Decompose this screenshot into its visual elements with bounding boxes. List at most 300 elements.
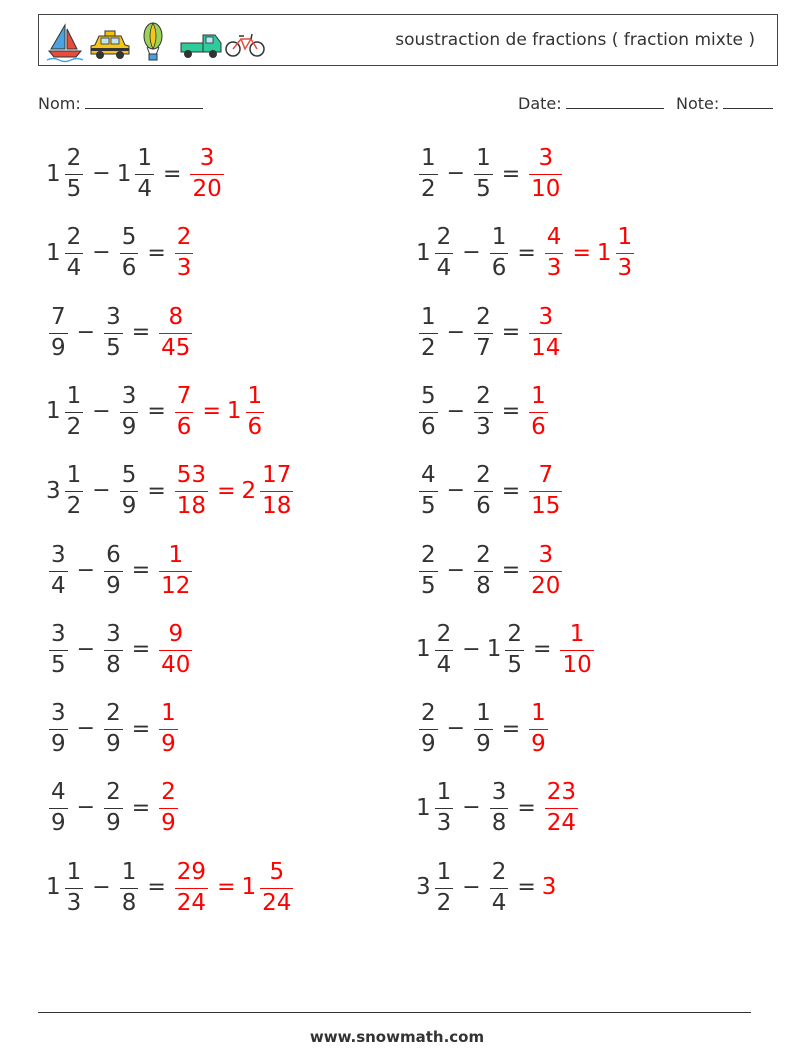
fraction-bar — [529, 412, 548, 413]
fraction-bar — [65, 174, 84, 175]
whole-number: 1 — [46, 239, 61, 266]
numerator: 5 — [421, 382, 436, 409]
question-term — [441, 718, 471, 740]
question-term — [46, 541, 71, 599]
fraction — [419, 303, 438, 361]
fraction-bar — [104, 729, 123, 730]
denominator: 5 — [66, 176, 82, 202]
denominator: 45 — [161, 334, 191, 361]
fraction — [65, 382, 84, 440]
minus-operator: − — [92, 161, 111, 186]
numerator: 1 — [569, 620, 585, 647]
fraction — [159, 541, 192, 599]
answer-term — [172, 858, 211, 916]
fraction — [260, 858, 293, 916]
minus-operator: − — [92, 240, 111, 266]
equals-sign: = — [147, 478, 166, 504]
denominator: 18 — [176, 493, 207, 520]
question-term — [416, 382, 441, 440]
fraction-bar — [246, 412, 265, 413]
numerator: 9 — [168, 620, 184, 647]
fraction-bar — [49, 571, 68, 572]
fraction — [505, 620, 524, 678]
problem-item — [46, 777, 181, 839]
fraction — [190, 147, 223, 201]
numerator: 5 — [269, 858, 285, 885]
numerator: 2 — [421, 541, 436, 568]
whole-number: 1 — [241, 874, 257, 901]
denominator: 10 — [531, 176, 561, 202]
equals-sign: = — [501, 161, 521, 187]
numerator: 1 — [66, 858, 82, 885]
denominator: 4 — [137, 176, 152, 202]
problem-item — [46, 143, 227, 205]
fraction — [474, 541, 493, 599]
fraction — [529, 382, 548, 440]
equals-sign: = — [501, 716, 521, 742]
question-term — [456, 874, 486, 900]
whole-number: 3 — [416, 874, 431, 901]
answer-term — [172, 464, 211, 518]
minus-operator: − — [76, 557, 96, 583]
minus-operator: − — [462, 874, 481, 900]
equals-sign: = — [501, 558, 521, 583]
answer-term — [526, 382, 551, 440]
whole-number: 1 — [596, 239, 612, 266]
fraction-bar — [175, 888, 208, 889]
fraction-bar — [65, 491, 84, 492]
fraction — [560, 620, 593, 678]
denominator: 5 — [421, 493, 436, 520]
fraction-bar — [545, 808, 578, 809]
fraction — [435, 226, 454, 280]
question-term — [456, 636, 486, 662]
denominator: 15 — [531, 493, 561, 520]
fraction-bar — [159, 808, 178, 809]
question-term — [86, 398, 116, 424]
equals-sign: = — [501, 320, 521, 346]
numerator: 1 — [531, 700, 546, 727]
numerator: 2 — [436, 620, 452, 647]
numerator: 5 — [121, 224, 137, 251]
numerator: 2 — [106, 700, 121, 727]
fraction-bar — [419, 412, 438, 413]
question-term — [416, 781, 456, 835]
question-term — [486, 620, 527, 678]
fraction — [159, 781, 178, 835]
fraction — [435, 858, 454, 916]
fraction — [260, 464, 293, 518]
denominator: 4 — [51, 572, 66, 599]
fraction-bar — [49, 808, 68, 809]
fraction — [65, 226, 84, 280]
numerator: 1 — [168, 541, 184, 568]
question-term — [416, 147, 441, 201]
fraction — [175, 858, 208, 916]
denominator: 8 — [491, 810, 507, 837]
problem-item — [416, 302, 565, 364]
fraction-bar — [419, 729, 438, 730]
denominator: 9 — [106, 810, 121, 837]
whole-number: 1 — [486, 636, 502, 663]
minus-operator: − — [76, 636, 96, 662]
denominator: 7 — [476, 334, 491, 361]
question-term — [441, 319, 471, 345]
answer-term — [526, 464, 565, 518]
question-term — [416, 226, 456, 280]
numerator: 4 — [421, 462, 436, 489]
fraction — [529, 464, 562, 518]
denominator: 9 — [121, 413, 137, 440]
fraction — [49, 303, 68, 361]
equals-sign: = — [572, 240, 591, 266]
denominator: 9 — [121, 493, 137, 520]
fraction-bar — [474, 729, 493, 730]
question-term — [471, 303, 496, 361]
numerator: 3 — [106, 303, 121, 330]
denominator: 2 — [421, 176, 436, 202]
fraction-bar — [490, 888, 509, 889]
fraction-bar — [529, 729, 548, 730]
question-term — [471, 702, 496, 756]
question-term — [456, 797, 486, 819]
numerator: 1 — [491, 224, 507, 251]
numerator: 3 — [199, 145, 215, 171]
minus-operator: − — [92, 398, 111, 424]
denominator: 3 — [546, 255, 562, 282]
question-term — [416, 620, 456, 678]
numerator: 2 — [436, 224, 452, 251]
fraction — [246, 382, 265, 440]
fraction — [474, 303, 493, 361]
denominator: 6 — [121, 255, 137, 282]
fraction — [159, 620, 192, 678]
equals-sign: = — [517, 875, 536, 901]
denominator: 24 — [176, 889, 207, 916]
denominator: 3 — [176, 255, 192, 282]
fraction-bar — [49, 333, 68, 334]
problem-item — [46, 619, 195, 681]
equals-sign: = — [501, 399, 521, 425]
numerator: 1 — [121, 858, 137, 885]
numerator: 3 — [106, 620, 121, 647]
answer-term — [242, 464, 297, 518]
numerator: 7 — [51, 303, 66, 330]
numerator: 1 — [161, 700, 176, 727]
whole-number: 3 — [46, 477, 61, 504]
answer-term — [597, 226, 637, 280]
fraction — [104, 303, 123, 361]
numerator: 3 — [491, 779, 507, 806]
denominator: 12 — [161, 572, 191, 599]
equals-sign: = — [131, 716, 151, 742]
denominator: 4 — [491, 889, 507, 916]
fraction-bar — [175, 412, 194, 413]
answer-term — [172, 382, 197, 440]
fraction-bar — [490, 808, 509, 809]
fraction-bar — [49, 729, 68, 730]
whole-number: 1 — [226, 398, 242, 425]
numerator: 3 — [121, 382, 137, 409]
score-label: Note: — [676, 94, 720, 113]
numerator: 3 — [538, 541, 554, 568]
denominator: 24 — [546, 810, 577, 837]
equals-sign: = — [517, 795, 536, 821]
answer-term — [156, 303, 195, 361]
fraction-bar — [419, 333, 438, 334]
fraction — [490, 858, 509, 916]
fraction — [490, 226, 509, 280]
question-term — [46, 226, 86, 280]
minus-operator: − — [462, 636, 481, 662]
question-term — [117, 382, 142, 440]
question-term — [86, 874, 116, 900]
numerator: 3 — [51, 620, 66, 647]
minus-operator: − — [446, 398, 466, 424]
denominator: 9 — [106, 731, 121, 758]
fraction-bar — [65, 888, 84, 889]
numerator: 23 — [546, 779, 577, 806]
denominator: 6 — [176, 413, 192, 440]
problem-item — [46, 698, 181, 760]
question-term — [46, 858, 86, 916]
fraction-bar — [435, 253, 454, 254]
numerator: 2 — [476, 303, 491, 330]
fraction — [65, 147, 84, 201]
fraction — [120, 464, 139, 518]
fraction-bar — [65, 412, 84, 413]
denominator: 4 — [436, 255, 452, 282]
fraction — [49, 702, 68, 756]
numerator: 53 — [176, 462, 207, 489]
equals-sign: = — [147, 399, 166, 425]
fraction — [474, 382, 493, 440]
fraction-bar — [474, 333, 493, 334]
worksheet-title: soustraction de fractions ( fraction mixte ) — [395, 30, 755, 50]
fraction — [545, 226, 564, 280]
answer-term — [172, 226, 197, 280]
numerator: 1 — [137, 145, 152, 171]
numerator: 3 — [51, 700, 66, 727]
question-term — [71, 636, 101, 662]
fraction — [474, 147, 493, 201]
equals-sign: = — [163, 161, 182, 187]
equals-sign: = — [217, 875, 236, 901]
fraction-bar — [435, 808, 454, 809]
denominator: 18 — [262, 493, 292, 520]
denominator: 9 — [161, 810, 176, 837]
fraction-bar — [120, 888, 139, 889]
fraction-bar — [260, 491, 293, 492]
whole-number: 1 — [46, 874, 61, 901]
fraction — [120, 382, 139, 440]
question-term — [441, 480, 471, 502]
equals-sign: = — [217, 478, 236, 504]
fraction — [435, 620, 454, 678]
denominator: 4 — [66, 255, 82, 282]
fraction — [175, 226, 194, 280]
numerator: 2 — [66, 224, 82, 251]
question-term — [71, 718, 101, 740]
question-term — [441, 163, 471, 185]
question-term — [46, 620, 71, 678]
fraction-bar — [104, 650, 123, 651]
fraction-bar — [104, 571, 123, 572]
question-term — [71, 319, 101, 345]
question-term — [441, 557, 471, 583]
fraction — [120, 226, 139, 280]
date-label: Date: — [518, 94, 562, 113]
denominator: 3 — [617, 255, 633, 282]
fraction — [419, 464, 438, 518]
fraction — [120, 858, 139, 916]
denominator: 4 — [436, 651, 452, 678]
question-term — [441, 398, 471, 424]
whole-number: 1 — [46, 398, 61, 425]
question-term — [416, 464, 441, 518]
fraction — [175, 382, 194, 440]
question-term — [86, 242, 116, 264]
denominator: 2 — [66, 413, 82, 440]
fraction — [49, 620, 68, 678]
fraction-bar — [260, 888, 293, 889]
question-term — [487, 781, 512, 835]
fraction-bar — [120, 253, 139, 254]
footer-website: www.snowmath.com — [309, 1028, 485, 1046]
numerator: 2 — [507, 620, 522, 647]
fraction-bar — [435, 650, 454, 651]
minus-operator: − — [462, 795, 481, 821]
answer-term — [557, 620, 596, 678]
numerator: 1 — [66, 382, 82, 409]
fraction-bar — [474, 491, 493, 492]
fraction-bar — [65, 253, 84, 254]
numerator: 4 — [546, 224, 562, 251]
minus-operator: − — [76, 795, 96, 821]
fraction-bar — [175, 253, 194, 254]
denominator: 5 — [51, 651, 66, 678]
fraction — [474, 702, 493, 756]
denominator: 9 — [421, 731, 436, 758]
numerator: 3 — [51, 541, 66, 568]
question-term — [487, 858, 512, 916]
fraction-bar — [419, 491, 438, 492]
fraction-bar — [474, 412, 493, 413]
numerator: 2 — [66, 145, 82, 171]
minus-operator: − — [446, 161, 466, 186]
minus-operator: − — [76, 716, 96, 742]
denominator: 20 — [192, 176, 222, 202]
denominator: 40 — [161, 651, 191, 678]
denominator: 5 — [507, 651, 522, 678]
equals-sign: = — [131, 795, 151, 821]
minus-operator: − — [446, 557, 466, 583]
denominator: 14 — [531, 334, 561, 361]
question-term — [71, 797, 101, 819]
question-term — [117, 147, 157, 201]
equals-sign: = — [501, 478, 521, 504]
problem-item — [46, 381, 267, 443]
denominator: 6 — [491, 255, 507, 282]
question-term — [101, 541, 126, 599]
problem-item — [46, 302, 195, 364]
question-term — [46, 702, 71, 756]
fraction — [49, 541, 68, 599]
numerator: 17 — [262, 462, 292, 489]
question-term — [117, 464, 142, 518]
fraction — [159, 303, 192, 361]
denominator: 3 — [476, 413, 491, 440]
answer-term — [526, 303, 565, 361]
equals-sign: = — [131, 320, 151, 346]
question-term — [86, 163, 116, 185]
fraction — [419, 147, 438, 201]
whole-number: 1 — [416, 239, 431, 266]
fraction-bar — [120, 491, 139, 492]
question-term — [86, 480, 116, 502]
numerator: 6 — [106, 541, 121, 568]
fraction-bar — [435, 888, 454, 889]
fraction — [104, 541, 123, 599]
problem-item — [416, 460, 565, 522]
problem-item — [416, 381, 551, 443]
numerator: 7 — [538, 462, 554, 489]
fraction-bar — [474, 571, 493, 572]
equals-sign: = — [147, 875, 166, 901]
denominator: 20 — [531, 572, 561, 599]
fraction — [419, 702, 438, 756]
denominator: 9 — [51, 334, 66, 361]
problem-item — [416, 222, 637, 284]
numerator: 2 — [491, 858, 507, 885]
question-term — [471, 382, 496, 440]
problem-item — [416, 143, 565, 205]
answer-term — [542, 781, 581, 835]
fraction — [529, 147, 562, 201]
fraction — [175, 464, 208, 518]
fraction-bar — [474, 174, 493, 175]
problem-item — [46, 857, 296, 919]
whole-number: 3 — [541, 874, 557, 901]
equals-sign: = — [147, 240, 166, 266]
numerator: 1 — [476, 700, 491, 727]
denominator: 3 — [66, 889, 82, 916]
question-term — [71, 557, 101, 583]
fraction-bar — [120, 412, 139, 413]
numerator: 1 — [421, 303, 436, 330]
fraction — [545, 781, 578, 835]
fraction — [616, 226, 635, 280]
question-term — [46, 303, 71, 361]
denominator: 10 — [562, 651, 592, 678]
denominator: 9 — [161, 731, 176, 758]
fraction-bar — [529, 491, 562, 492]
denominator: 9 — [106, 572, 121, 599]
fraction-bar — [529, 333, 562, 334]
fraction — [419, 541, 438, 599]
fraction — [435, 781, 454, 835]
fraction — [49, 781, 68, 835]
equals-sign: = — [131, 558, 151, 583]
numerator: 3 — [538, 145, 554, 171]
fraction — [529, 702, 548, 756]
problem-item — [416, 777, 581, 839]
fraction — [104, 620, 123, 678]
answer-term — [156, 781, 181, 835]
fraction — [135, 147, 154, 201]
equals-sign: = — [517, 240, 536, 266]
whole-number: 2 — [241, 477, 257, 504]
